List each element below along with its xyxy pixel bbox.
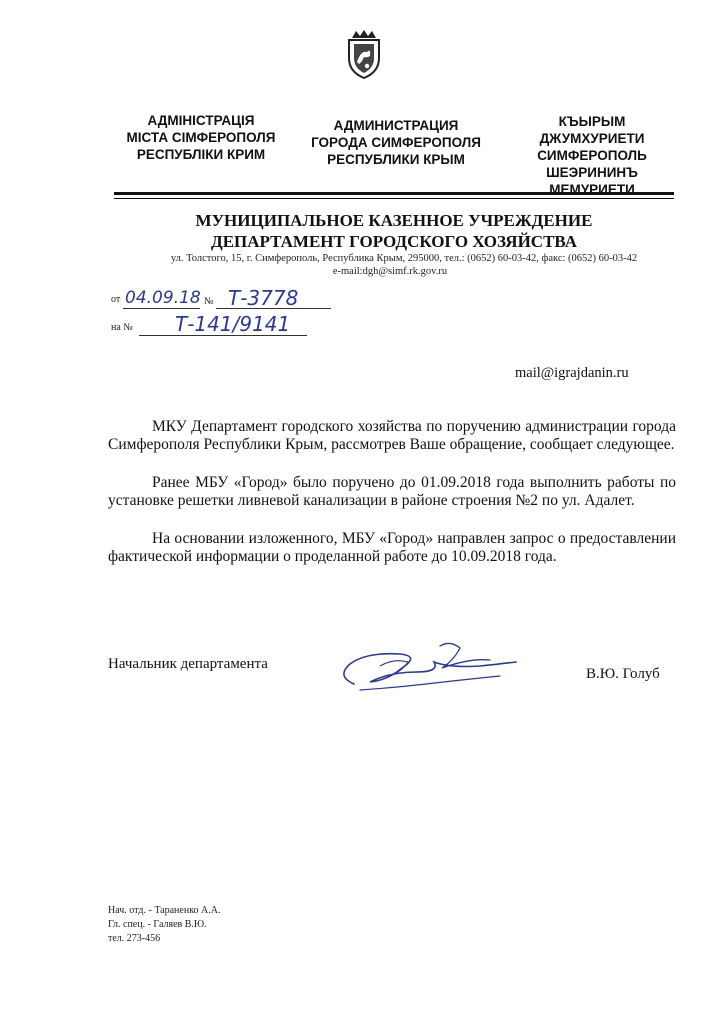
footer-line: Гл. спец. - Галяев В.Ю. (108, 919, 207, 930)
header-right-line: СИМФЕРОПОЛЬ (537, 148, 647, 163)
footer-contacts (108, 904, 221, 946)
body-paragraph-2: Ранее МБУ «Город» было поручено до 01.09.2018 года выполнить работы по установке решетки ливневой канализации в районе строения №2 по ул. Адалет. (108, 474, 676, 509)
signature-icon (330, 638, 530, 698)
crimea-coat-of-arms-icon (343, 28, 385, 80)
ref-value: Т-141/9141 (175, 312, 291, 336)
header-left-line: РЕСПУБЛІКИ КРИМ (136, 147, 266, 162)
header-right-line: ДЖУМХУРИЕТИ (539, 131, 645, 146)
org-address: ул. Толстого, 15, г. Симферополь, Республика Крым, 295000, тел.: (0652) 60-03-42, факс: (0652) 60-03-42 (170, 253, 638, 264)
signatory-position: Начальник департамента (108, 656, 268, 672)
header-center-line: АДМИНИСТРАЦИЯ (333, 118, 459, 133)
header-right-line: МЕМУРИЕТИ (549, 182, 635, 197)
recipient-email: mail@igrajdanin.ru (515, 365, 629, 381)
header-center (296, 117, 496, 168)
org-title-line1: МУНИЦИПАЛЬНОЕ КАЗЕННОЕ УЧРЕЖДЕНИЕ (195, 211, 593, 230)
header-right-line: КЪЫРЫМ (558, 114, 626, 129)
header-center-line: ГОРОДА СИМФЕРОПОЛЯ (311, 135, 481, 150)
signatory-name: В.Ю. Голуб (586, 666, 660, 682)
header-right-line: ШЕЭРИНИНЪ (546, 165, 638, 180)
from-label: от (111, 294, 121, 305)
org-title-line2: ДЕПАРТАМЕНТ ГОРОДСКОГО ХОЗЯЙСТВА (211, 232, 577, 251)
org-email: e-mail:dgh@simf.rk.gov.ru (332, 266, 448, 277)
from-date-underline (123, 308, 200, 309)
number-label: № (204, 296, 214, 307)
footer-line: тел. 273-456 (108, 933, 161, 944)
header-divider-thin (114, 198, 674, 199)
header-divider-thick (114, 192, 674, 195)
header-center-line: РЕСПУБЛИКИ КРЫМ (327, 152, 465, 167)
header-left-line: МІСТА СІМФЕРОПОЛЯ (126, 130, 276, 145)
footer-line: Нач. отд. - Тараненко А.А. (108, 905, 221, 916)
number-value: Т-3778 (228, 286, 299, 310)
body-paragraph-3: На основании изложенного, МБУ «Город» направлен запрос о предоставлении фактической информации о проделанной работе до 10.09.2018 года. (108, 530, 676, 565)
from-date: 04.09.18 (125, 288, 201, 308)
header-left (106, 112, 296, 163)
header-left-line: АДМІНІСТРАЦІЯ (147, 113, 255, 128)
body-paragraph-1: МКУ Департамент городского хозяйства по поручению администрации города Симферополя Республики Крым, рассмотрев Ваше обращение, сообщает следующее. (108, 418, 676, 453)
header-right (512, 113, 672, 198)
ref-label: на № (111, 322, 133, 333)
